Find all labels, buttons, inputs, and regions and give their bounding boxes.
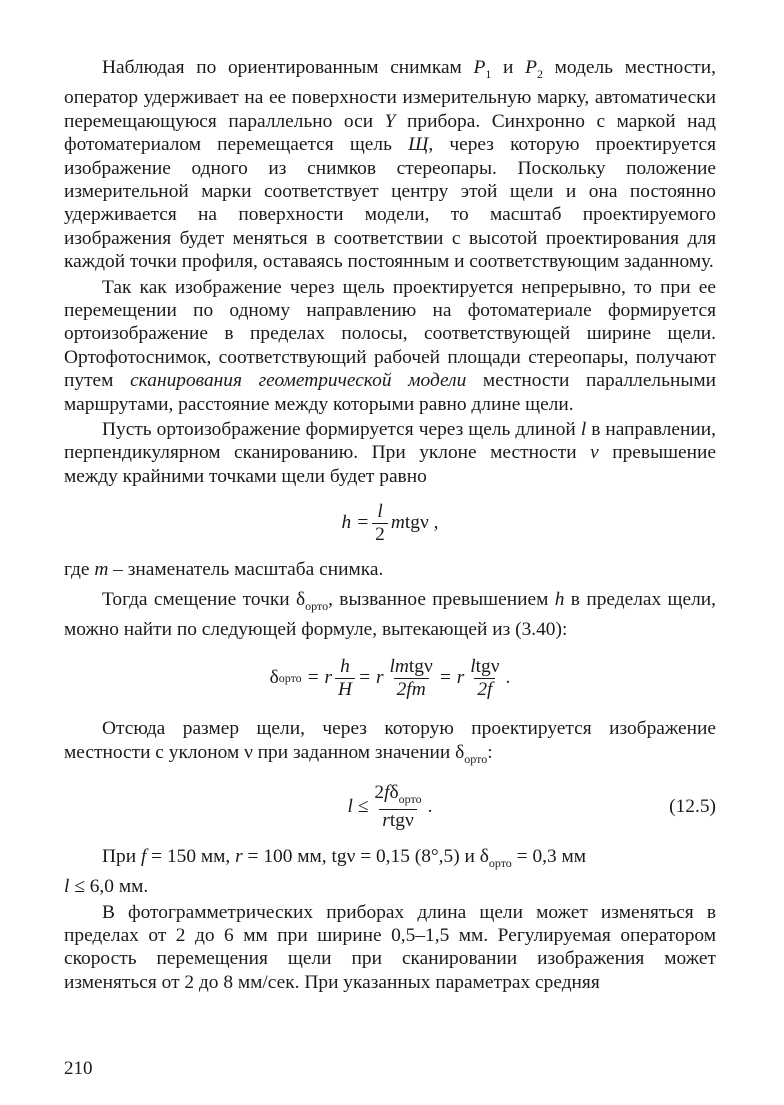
paragraph-7: При f = 150 мм, r = 100 мм, tgν = 0,15 (8°,5) и $\delta_{орто} = 0,3$ мм	[102, 845, 587, 870]
paragraph-4: где m – знаменатель масштаба снимка.	[64, 559, 384, 581]
page-content	[64, 56, 716, 994]
paragraph-7-continued: l ≤ 6,0 мм.	[64, 876, 149, 898]
paragraph-3: Пусть ортоизображение формируется через щель длиной l в направлении, перпендикулярном сканированию. При уклоне местности ν превышение между крайними точками щели будет равно	[64, 418, 717, 487]
fraction: $\frac{\text{ltgν}}{2f}$	[470, 655, 500, 700]
formula-displacement: δ орто = r $\frac{h}{H}$ = r $\frac{\text{lmtgν}}{2fm}$ = r $\frac{\text{ltgν}}{2f}$ .	[269, 655, 511, 700]
fraction: $\frac{\text{lmtgν}}{2fm}$	[389, 655, 433, 700]
paragraph-6: Отсюда размер щели, через которую проектируется изображение местности с уклоном ν при заданном значении $\delta_{орто}$:	[64, 718, 716, 766]
paragraph-5: Тогда смещение точки $\delta_{орто}$, вызванное превышением h в пределах щели, можно найти по следующей формуле, вытекающей из (3.40):	[64, 588, 716, 640]
fraction: $\frac{2f\delta_{орто}}{\text{rtgν}}$	[374, 781, 422, 832]
formula-height: h = $\frac{l}{2}$ m tg ν ,	[341, 500, 439, 545]
paragraph-2: Так как изображение через щель проектируется непрерывно, то при ее перемещении по одному направлению на фотоматериале формируется ортоизображение в пределах полосы, соответствующей ширине щели. Ортофотоснимок, соответствующий рабочей площади стереопары, получают путем сканирования геометрической модели местности параллельными маршрутами, расстояние между которыми равно длине щели.	[64, 276, 717, 415]
paragraph-8: В фотограмметрических приборах длина щели может изменяться в пределах от 2 до 6 мм при ширине 0,5–1,5 мм. Регулируемая оператором скорость перемещения щели при сканировании изображения может изменяться от 2 до 8 мм/сек. При указанных параметрах средняя	[64, 901, 716, 993]
equation-number: (12.5)	[669, 795, 716, 817]
fraction: $\frac{l}{2}$	[372, 501, 388, 546]
fraction: $\frac{h}{H}$	[335, 656, 355, 701]
page-number: 210	[64, 1058, 93, 1079]
formula-slit-size: l ≤ $\frac{2f\delta_{орто}}{\text{rtgν}}$ . (12.5)	[347, 781, 716, 832]
paragraph-1: Наблюдая по ориентированным снимкам $P_1$ и $P_2$ модель местности, оператор удерживает на ее поверхности измерительную марку, автоматически перемещающуюся параллельно оси Y прибора. Синхронно с маркой над фотоматериалом перемещается щель Щ, через которую проектируется изображение одного из снимков стереопары. Поскольку положение измерительной марки соответствует центру этой щели и она постоянно удерживается на поверхности модели, то масштаб проектируемого изображения будет меняться в соответствии с высотой проектирования для каждой точки профиля, оставаясь постоянным и соответствующим заданному.	[64, 57, 716, 273]
